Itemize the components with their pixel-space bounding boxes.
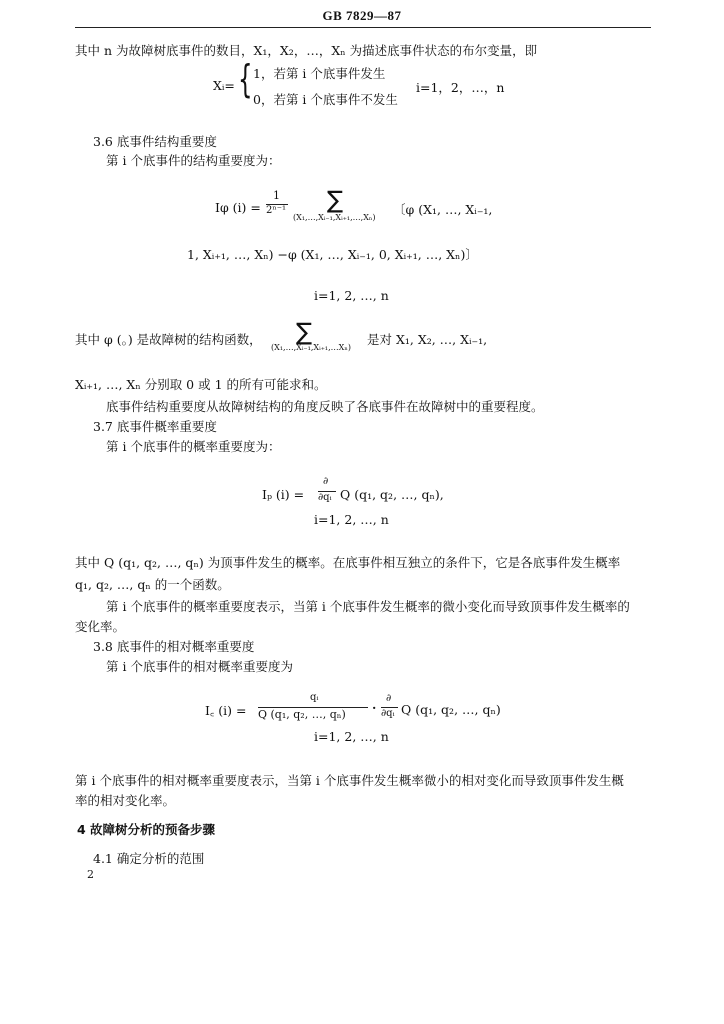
struct-importance-rhs-2: 1, Xᵢ₊₁, …, Xₙ) −φ (X₁, …, Xᵢ₋₁, 0, Xᵢ₊₁, …, Xₙ)〕 — [187, 247, 478, 262]
index-range-2: i=1, 2, …, n — [314, 288, 389, 303]
index-range-1: i=1，2，…，n — [416, 80, 505, 95]
fraction-denominator: 2ⁿ⁻¹ — [266, 205, 286, 216]
case-not-occur: 0，若第 i 个底事件不发生 — [253, 92, 398, 107]
standard-header: GB 7829—87 — [322, 8, 402, 23]
fraction-numerator: 1 — [273, 189, 280, 202]
struct-importance-lhs: Iφ (i) = — [215, 200, 261, 215]
section-3-8-intro: 第 i 个底事件的相对概率重要度为 — [106, 659, 293, 674]
rel-prob-importance-lhs: I꜀ (i) = — [205, 703, 247, 718]
struct-importance-note: 底事件结构重要度从故障树结构的角度反映了各底事件在故障树中的重要程度。 — [106, 399, 544, 414]
section-3-6-intro: 第 i 个底事件的结构重要度为： — [106, 153, 281, 168]
index-range-4: i=1, 2, …, n — [314, 729, 389, 744]
section-3-7-intro: 第 i 个底事件的概率重要度为： — [106, 439, 281, 454]
rel-partial-denominator: ∂qᵢ — [381, 708, 395, 719]
section-3-6-title: 3.6 底事件结构重要度 — [93, 134, 217, 149]
section-4-1-title: 4.1 确定分析的范围 — [93, 851, 205, 866]
left-brace: { — [238, 57, 253, 101]
struct-importance-rhs-1: 〔φ (X₁, …, Xᵢ₋₁, — [393, 202, 493, 217]
where-top-event-prob-cont: q₁, q₂, …, qₙ 的一个函数。 — [75, 577, 230, 592]
partial-denominator: ∂qᵢ — [318, 492, 332, 503]
para-boolean-vars: 其中 n 为故障树底事件的数目，X₁，X₂，…，Xₙ 为描述底事件状态的布尔变量，即 — [75, 43, 538, 58]
sum-subscript-2: (X₁,…,Xᵢ₋₁,Xᵢ₊₁,…Xₙ) — [271, 343, 351, 352]
section-4-title: 4 故障树分析的预备步骤 — [77, 822, 216, 837]
prob-importance-note-2: 变化率。 — [75, 619, 126, 634]
xi-lhs: Xᵢ= — [213, 78, 235, 93]
sum-symbol: ∑ — [327, 186, 344, 214]
section-3-8-title: 3.8 底事件的相对概率重要度 — [93, 639, 255, 654]
section-3-7-title: 3.7 底事件概率重要度 — [93, 419, 217, 434]
rel-partial-numerator: ∂ — [386, 693, 392, 704]
prob-importance-lhs: Iₚ (i) = — [262, 487, 305, 502]
page-number: 2 — [87, 868, 94, 881]
partial-numerator: ∂ — [323, 476, 329, 487]
header-rule — [75, 27, 651, 28]
sum-subscript: (X₁,…,Xᵢ₋₁,Xᵢ₊₁,…,Xₙ) — [293, 213, 376, 222]
multiply-dot: · — [372, 700, 377, 715]
index-range-3: i=1, 2, …, n — [314, 512, 389, 527]
case-occur: 1，若第 i 个底事件发生 — [253, 66, 386, 81]
rel-prob-importance-note-1: 第 i 个底事件的相对概率重要度表示，当第 i 个底事件发生概率微小的相对变化而导致顶事件发生概 — [75, 773, 624, 788]
where-top-event-prob: 其中 Q (q₁, q₂, …, qₙ) 为顶事件发生的概率。在底事件相互独立的条件下，它是各底事件发生概率 — [75, 555, 621, 570]
rel-prob-importance-note-2: 率的相对变化率。 — [75, 793, 176, 808]
rel-fraction-numerator: qᵢ — [310, 692, 319, 703]
sum-symbol-2: ∑ — [296, 318, 313, 346]
prob-importance-rhs: Q (q₁, q₂, …, qₙ), — [340, 487, 444, 502]
rel-fraction-denominator: Q (q₁, q₂, …, qₙ) — [258, 708, 346, 721]
where-struct-fn: 其中 φ (。) 是故障树的结构函数， — [75, 332, 262, 347]
where-sum-over: 是对 X₁, X₂, …, Xᵢ₋₁, — [367, 332, 488, 347]
rel-prob-importance-rhs: Q (q₁, q₂, …, qₙ) — [401, 702, 501, 717]
prob-importance-note-1: 第 i 个底事件的概率重要度表示，当第 i 个底事件发生概率的微小变化而导致顶事件发生概率的 — [106, 599, 630, 614]
where-sum-over-cont: Xᵢ₊₁, …, Xₙ 分别取 0 或 1 的所有可能求和。 — [75, 377, 327, 392]
